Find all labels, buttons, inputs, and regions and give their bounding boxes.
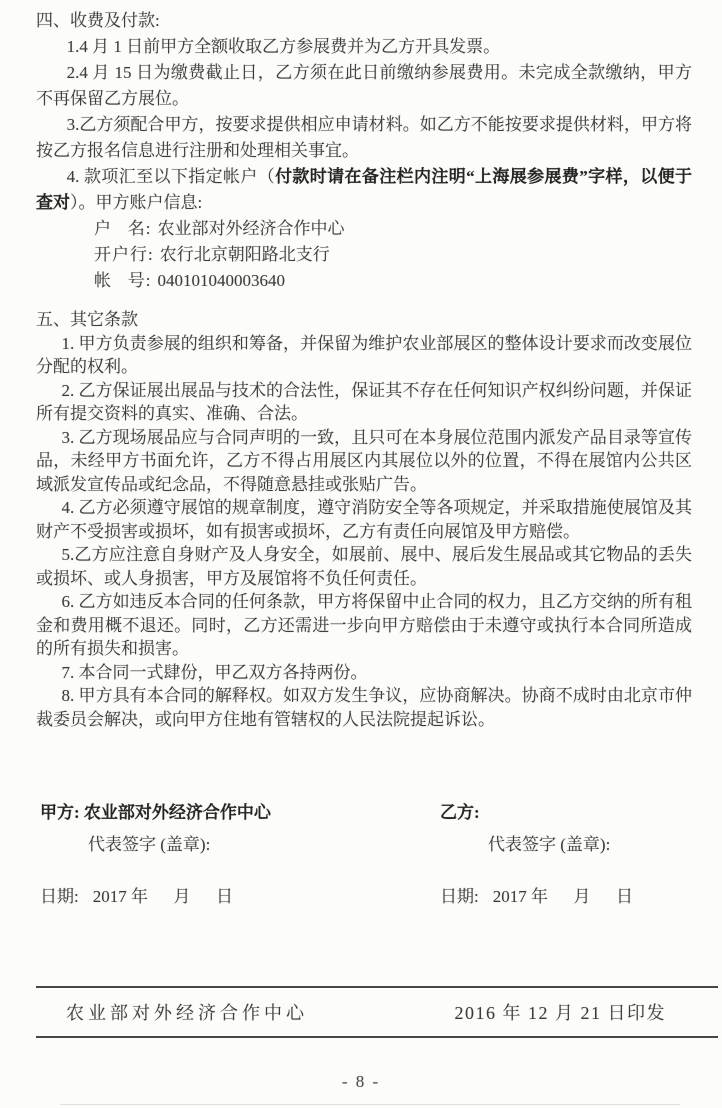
- other-terms-clause-3: 3. 乙方现场展品应与合同声明的一致，且只可在本身展位范围内派发产品目录等宣传品，未经甲方书面允许，乙方不得占用展区内其展位以外的位置，不得在展馆内公共区域派发宣传品或纪念品，不得随意悬挂或张贴广告。: [36, 427, 692, 494]
- party-a-date-line: [40, 882, 370, 907]
- section-divider-space: [36, 294, 692, 308]
- account-name-value: 农业部对外经济合作中心: [157, 219, 345, 238]
- party-a-bank-account: [36, 216, 692, 294]
- section-four-heading: 四、收费及付款:: [36, 11, 160, 30]
- issue-footer: [36, 986, 718, 1038]
- issue-date: 2016 年 12 月 21 日印发: [454, 1003, 666, 1023]
- account-bank-value: 农行北京朝阳路北支行: [159, 245, 330, 264]
- account-name-label: 户 名:: [94, 219, 152, 238]
- contract-body: [36, 8, 692, 794]
- party-a-sign-label: 代表签字 (盖章):: [88, 835, 211, 854]
- payment-clause-4-suffix: ）。甲方账户信息:: [70, 193, 203, 212]
- other-terms-clause-5: 5.乙方应注意自身财产及人身安全，如展前、展中、展后发生展品或其它物品的丢失或损坏、或人身损害，甲方及展馆将不负任何责任。: [36, 545, 692, 588]
- party-a-name: 农业部对外经济合作中心: [83, 803, 271, 822]
- party-b-sign-label: 代表签字 (盖章):: [488, 835, 611, 854]
- party-b-signature-column: [440, 798, 700, 907]
- party-b-date-line: [440, 882, 700, 907]
- payment-remark-notice: 付款时请在备注栏内注明“上海展参展费”字样，以便于查对: [36, 167, 692, 212]
- party-b-date-label: 日期:: [440, 887, 479, 906]
- account-row-name: [94, 216, 692, 242]
- other-terms-clause-7: 7. 本合同一式肆份，甲乙双方各持两份。: [61, 662, 368, 682]
- account-bank-label: 开户行:: [94, 245, 154, 264]
- other-terms-clause-1: 1. 甲方负责参展的组织和筹备，并保留为维护农业部展区的整体设计要求而改变展位分配的权利。: [36, 333, 692, 376]
- section-fees-and-payment: [36, 8, 692, 294]
- payment-clause-3: 3.乙方须配合甲方，按要求提供相应申请材料。如乙方不能按要求提供材料，甲方将按乙方报名信息进行注册和处理相关事宜。: [36, 115, 692, 160]
- account-number-value: 040101040003640: [157, 271, 285, 290]
- signature-block: [0, 798, 722, 908]
- scan-edge-artifact: [60, 1104, 680, 1105]
- party-b-date-value: 2017 年 月 日: [492, 887, 633, 906]
- party-a-date-label: 日期:: [40, 887, 79, 906]
- party-a-signature-column: [40, 798, 370, 907]
- issuing-organization: 农业部对外经济合作中心: [66, 1003, 308, 1023]
- account-number-label: 帐 号:: [94, 271, 152, 290]
- payment-clause-4-prefix: 4. 款项汇至以下指定帐户（: [66, 167, 276, 186]
- payment-clause-4: [36, 164, 692, 216]
- other-terms-clause-6: 6. 乙方如违反本合同的任何条款，甲方将保留中止合同的权力，且乙方交纳的所有租金和费用概不退还。同时，乙方还需进一步向甲方赔偿由于未遵守或执行本合同所造成的所有损失和损害。: [36, 592, 692, 658]
- payment-clause-1: 1.4 月 1 日前甲方全额收取乙方参展费并为乙方开具发票。: [66, 37, 501, 56]
- section-five-heading: 五、其它条款: [36, 310, 138, 329]
- party-a-line: [40, 798, 370, 823]
- other-terms-clause-2: 2. 乙方保证展出展品与技术的合法性，保证其不存在任何知识产权纠纷问题，并保证所有提交资料的真实、准确、合法。: [36, 380, 692, 423]
- section-other-terms: [36, 308, 692, 731]
- party-a-label: 甲方:: [40, 803, 84, 822]
- page-number: - 8 -: [341, 1072, 381, 1091]
- payment-clause-2: 2.4 月 15 日为缴费截止日，乙方须在此日前缴纳参展费用。未完成全款缴纳，甲方不再保留乙方展位。: [36, 63, 692, 108]
- party-b-label: 乙方:: [440, 803, 480, 822]
- account-row-number: [94, 268, 692, 294]
- other-terms-clause-8: 8. 甲方具有本合同的解释权。如双方发生争议，应协商解决。协商不成时由北京市仲裁委员会解决，或向甲方住地有管辖权的人民法院提起诉讼。: [36, 686, 692, 729]
- account-row-bank: [94, 242, 692, 268]
- party-a-date-value: 2017 年 月 日: [92, 887, 233, 906]
- other-terms-clause-4: 4. 乙方必须遵守展馆的规章制度，遵守消防安全等各项规定，并采取措施使展馆及其财产不受损害或损坏，如有损害或损坏，乙方有责任向展馆及甲方赔偿。: [36, 498, 692, 541]
